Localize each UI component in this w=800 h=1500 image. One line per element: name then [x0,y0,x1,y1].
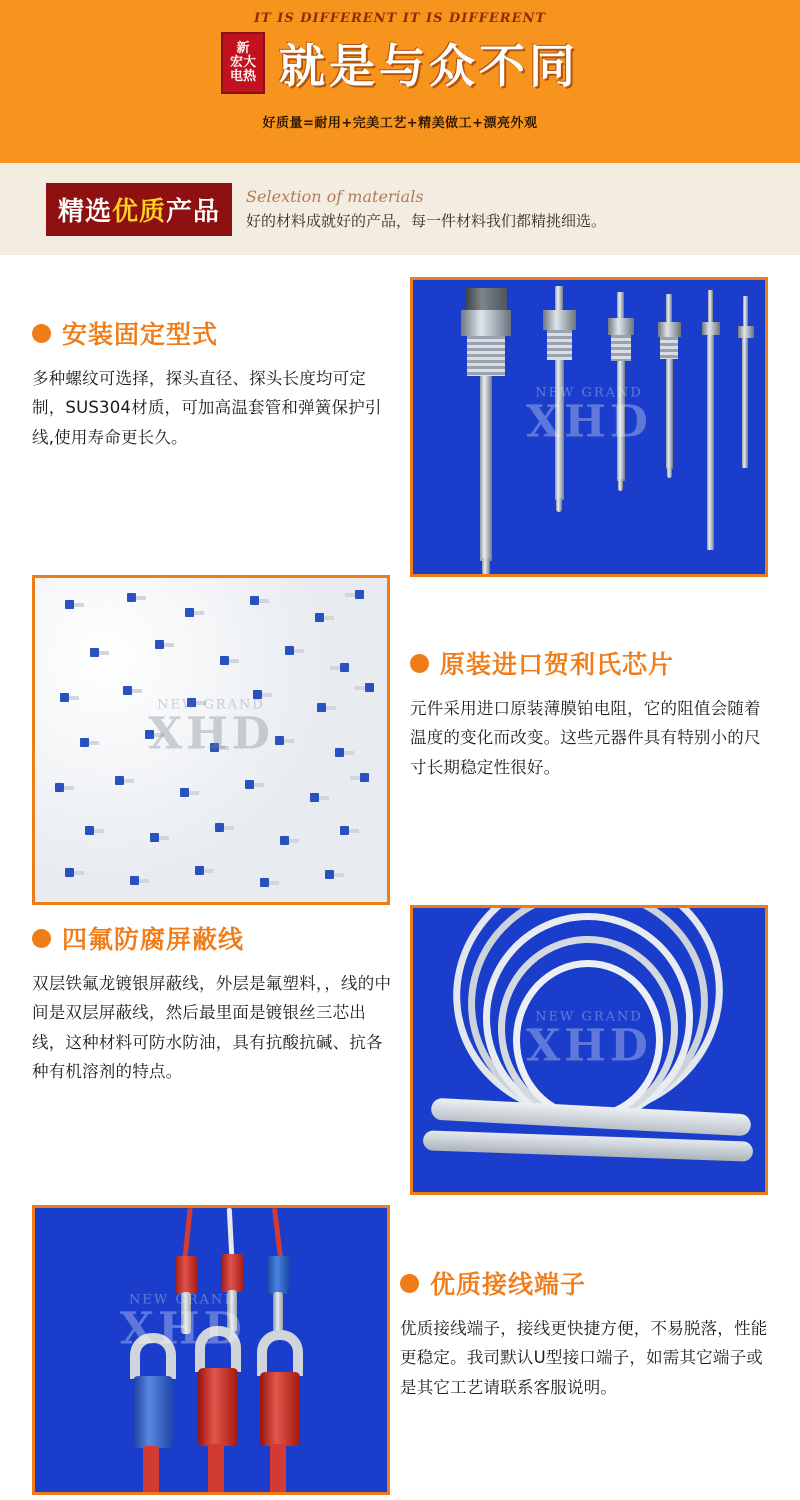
u-sleeve-red [198,1368,238,1446]
cable-coil [513,960,663,1120]
probes-photo [410,277,768,577]
badge-prefix: 精选 [58,196,113,227]
probe-tip [618,479,623,491]
probe-shaft [617,361,625,481]
section-text-group [246,185,606,233]
feature-3-text [32,920,392,1086]
probe-hex-nut [608,318,634,335]
probe-shaft [742,338,748,468]
wire-white [227,1208,235,1256]
probe-hex-nut [702,322,720,335]
watermark-line-2: XHD [526,396,652,448]
probe-thread [660,337,678,359]
logo-line-1: 新 [236,41,250,56]
probe-tip [667,467,672,478]
pin-terminal-red [221,1254,243,1292]
probe-hex-nut [543,310,576,330]
probe-stem [743,296,748,326]
watermark [526,385,652,448]
banner-top-text: IT IS DIFFERENT IT IS DIFFERENT [253,11,547,26]
feature-1-text [32,315,384,452]
bullet-dot-icon [410,654,429,673]
probe-thread [611,335,631,361]
probe-shaft [480,376,492,561]
logo-line-3: 电热 [229,69,256,84]
watermark-line-1: NEW GRAND [128,1292,237,1308]
brand-logo [221,32,265,94]
wire-red [143,1446,159,1495]
feature-4-text [400,1265,768,1402]
probe-head [465,288,507,310]
u-fork-metal [130,1333,176,1379]
feature-1-title: 安装固定型式 [62,320,219,349]
feature-2-text [410,645,768,782]
pin-terminal-metal [181,1292,191,1334]
section-chinese-desc: 好的材料成就好的产品，每一件材料我们都精挑细选。 [246,212,607,231]
feature-2-heading [410,645,768,681]
feature-3-body: 双层铁氟龙镀银屏蔽线，外层是氟塑料，，线的中间是双层屏蔽线，然后最里面是镀银丝三芯出线，这种材料可防水防油，具有抗酸抗碱、抗各种有机溶剂的特点。 [32,974,392,1082]
feature-4-body: 优质接线端子，接线更快捷方便，不易脱落，性能更稳定。我司默认U型接口端子，如需其它端子或是其它工艺请联系客服说明。 [400,1319,768,1397]
probe-stem [666,294,672,322]
pin-terminal-metal [273,1292,283,1334]
feature-3-heading [32,920,392,956]
probe-stem [617,292,624,318]
probe-stem [555,286,563,310]
section-badge [46,183,232,236]
probe-hex-nut [738,326,754,338]
banner-subtitle: 好质量=耐用+完美工艺+精美做工+漂亮外观 [262,116,538,131]
shielded-cable-photo [410,905,768,1195]
logo-line-2: 宏大 [229,55,256,70]
header-banner [0,0,800,160]
platinum-chips-photo [32,575,390,905]
watermark-line-2: XHD [119,1303,246,1355]
pin-terminal-metal [227,1290,237,1332]
watermark-line-1: NEW GRAND [157,697,265,713]
wire-red [208,1444,224,1495]
probe-thread [547,330,572,360]
wire-red [272,1208,283,1258]
probe-shaft [555,360,564,500]
pin-terminal-red [175,1256,197,1294]
feature-2-title: 原装进口贺利氏芯片 [440,650,675,679]
probe-shaft [707,335,714,550]
watermark-line-2: XHD [526,1020,652,1072]
watermark-line-2: XHD [148,708,274,760]
feature-2-body: 元件采用进口原装薄膜铂电阻，它的阻值会随着温度的变化而改变。这些元器件具有特别小的尺寸长期稳定性很好。 [410,699,761,777]
wire-red [182,1208,192,1260]
probe-hex-nut [658,322,681,337]
u-sleeve-blue [133,1376,173,1448]
bullet-dot-icon [32,324,51,343]
cable-strand [423,1130,753,1162]
probe-tip [556,498,562,512]
watermark-line-1: NEW GRAND [535,385,643,401]
u-sleeve-red [260,1372,300,1446]
feature-3-title: 四氟防腐屏蔽线 [62,925,245,954]
probe-shaft [666,359,673,469]
banner-title: 就是与众不同 [279,39,579,93]
terminals-photo [32,1205,390,1495]
feature-4-heading [400,1265,768,1301]
feature-1-heading [32,315,384,351]
badge-suffix: 产品 [166,196,221,227]
probe-thread [467,336,505,376]
bullet-dot-icon [32,929,51,948]
u-fork-metal [195,1326,241,1372]
badge-highlight: 优质 [112,196,167,227]
probe-hex-nut [461,310,511,336]
probe-tip [482,558,490,576]
bullet-dot-icon [400,1274,419,1293]
probe-stem [708,290,713,322]
banner-main-row [0,30,800,96]
section-header-materials [0,160,800,255]
watermark-line-1: NEW GRAND [535,1009,643,1025]
wire-red [270,1444,286,1495]
pin-terminal-blue [267,1256,289,1294]
section-english-title: Selextion of materials [246,187,424,207]
feature-1-body: 多种螺纹可选择，探头直径、探头长度均可定制，SUS304材质，可加高温套管和弹簧保护引线,使用寿命更长久。 [32,369,382,447]
u-fork-metal [257,1330,303,1376]
feature-4-title: 优质接线端子 [430,1270,587,1299]
